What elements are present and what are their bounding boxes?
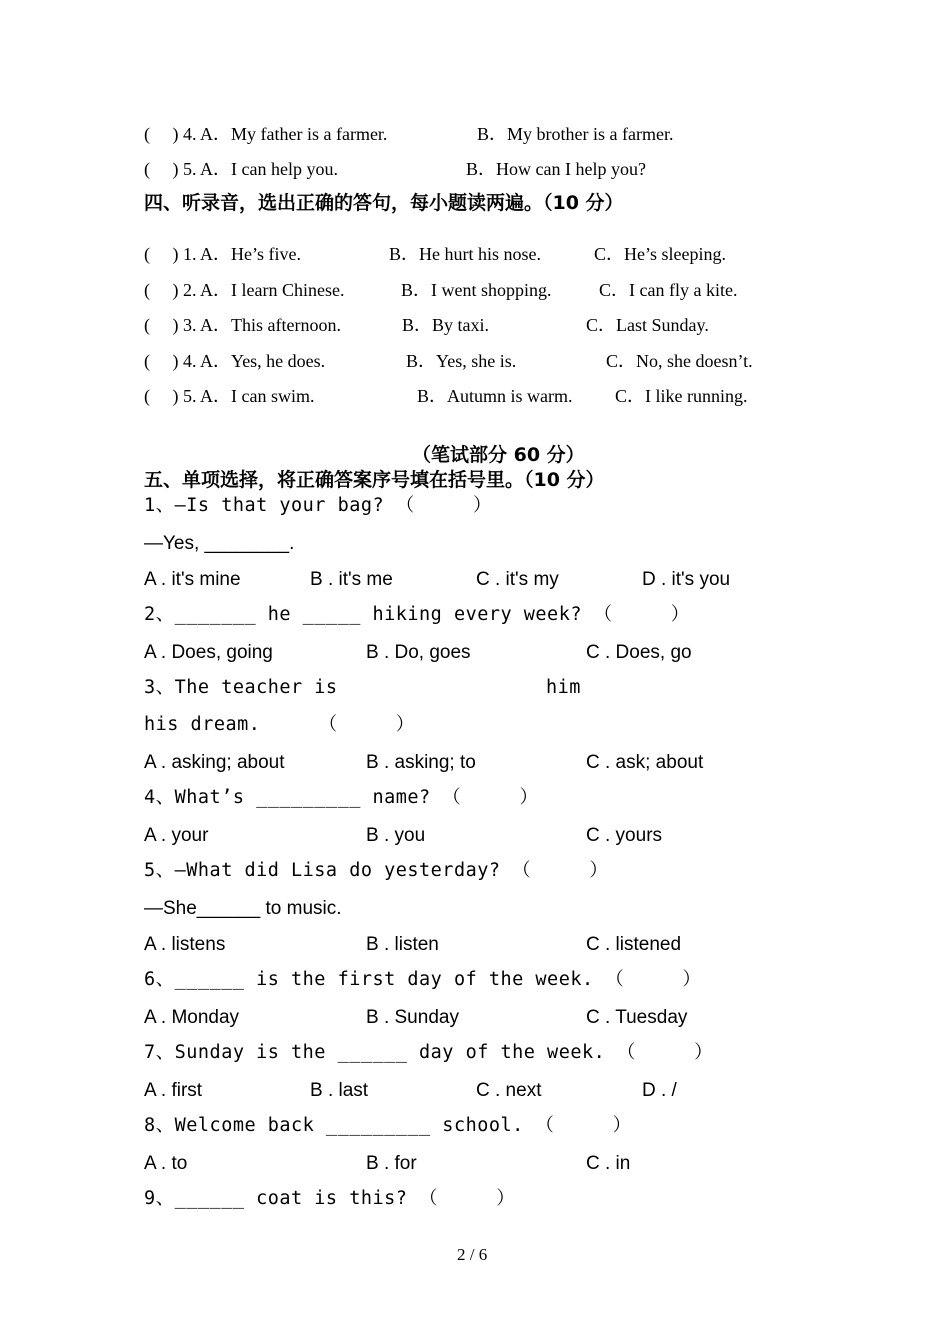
s3-q4-option-b: B．My brother is a farmer. bbox=[477, 124, 674, 144]
s5-q7-option-a: A . first bbox=[144, 1080, 203, 1101]
s4-q3-option-c: C．Last Sunday. bbox=[586, 315, 709, 335]
s5-q3-option-a: A . asking; about bbox=[144, 752, 285, 773]
page-number: 2 / 6 bbox=[457, 1245, 488, 1264]
s4-q4-option-b: B．Yes, she is. bbox=[406, 351, 517, 371]
s5-q7-stem: 7、Sunday is the ______ day of the week. （ ） bbox=[144, 1042, 714, 1063]
written-part-title: （笔试部分 60 分） bbox=[412, 444, 585, 466]
s5-q3-option-b: B . asking; to bbox=[366, 752, 476, 773]
s5-q7-option-d: D . / bbox=[642, 1080, 677, 1101]
s5-q1-reply: —Yes, ________. bbox=[144, 533, 295, 554]
s5-q5-option-a: A . listens bbox=[144, 934, 226, 955]
s5-q7-option-c: C . next bbox=[476, 1080, 542, 1101]
s5-q1-option-d: D . it's you bbox=[642, 569, 731, 590]
s4-q1-option-b: B．He hurt his nose. bbox=[389, 244, 541, 264]
s5-q1-option-b: B . it's me bbox=[310, 569, 393, 590]
s5-q4-option-a: A . your bbox=[144, 825, 209, 846]
s5-q1-option-a: A . it's mine bbox=[144, 569, 241, 590]
s5-q8-option-c: C . in bbox=[586, 1153, 631, 1174]
s5-q2-stem: 2、_______ he _____ hiking every week? （ ） bbox=[144, 604, 690, 625]
s5-q5-stem: 5、—What did Lisa do yesterday? （ ） bbox=[144, 860, 609, 881]
s5-q1-option-c: C . it's my bbox=[476, 569, 559, 590]
s4-q1-option-c: C．He’s sleeping. bbox=[594, 244, 726, 264]
s5-q2-option-b: B . Do, goes bbox=[366, 642, 471, 663]
s4-q2-option-b: B．I went shopping. bbox=[401, 280, 552, 300]
s4-q5-option-c: C．I like running. bbox=[615, 386, 748, 406]
s4-q4-option-c: C．No, she doesn’t. bbox=[606, 351, 753, 371]
section-5-heading: 五、单项选择，将正确答案序号填在括号里。（10 分） bbox=[144, 469, 605, 491]
s5-q9-stem: 9、______ coat is this? （ ） bbox=[144, 1188, 516, 1209]
s5-q3-stem-line2: his dream. （ ） bbox=[144, 714, 415, 735]
s5-q7-option-b: B . last bbox=[310, 1080, 369, 1101]
s4-q3-option-b: B．By taxi. bbox=[402, 315, 490, 335]
s4-q1-stem: ( ) 1. A．He’s five. bbox=[144, 244, 301, 264]
s5-q8-option-a: A . to bbox=[144, 1153, 188, 1174]
s5-q6-option-c: C . Tuesday bbox=[586, 1007, 688, 1028]
s5-q4-stem: 4、What’s _________ name? （ ） bbox=[144, 787, 539, 808]
section-4-heading: 四、听录音，选出正确的答句，每小题读两遍。（10 分） bbox=[144, 192, 624, 214]
s5-q3-option-c: C . ask; about bbox=[586, 752, 704, 773]
s5-q6-option-a: A . Monday bbox=[144, 1007, 240, 1028]
s5-q5-option-b: B . listen bbox=[366, 934, 439, 955]
s5-q5-reply: —She______ to music. bbox=[144, 898, 342, 919]
s3-q5-stem: ( ) 5. A．I can help you. bbox=[144, 159, 338, 179]
s5-q4-option-c: C . yours bbox=[586, 825, 663, 846]
s4-q2-option-c: C．I can fly a kite. bbox=[599, 280, 738, 300]
s4-q5-option-b: B．Autumn is warm. bbox=[417, 386, 573, 406]
s4-q5-stem: ( ) 5. A．I can swim. bbox=[144, 386, 315, 406]
s5-q1-stem: 1、—Is that your bag? （ ） bbox=[144, 495, 492, 516]
s3-q5-option-b: B．How can I help you? bbox=[466, 159, 646, 179]
s5-q4-option-b: B . you bbox=[366, 825, 426, 846]
s5-q5-option-c: C . listened bbox=[586, 934, 682, 955]
s5-q8-option-b: B . for bbox=[366, 1153, 417, 1174]
s5-q6-option-b: B . Sunday bbox=[366, 1007, 459, 1028]
s5-q3-stem: 3、The teacher is bbox=[144, 677, 338, 698]
s5-q6-stem: 6、______ is the first day of the week. （ ） bbox=[144, 969, 702, 990]
s4-q2-stem: ( ) 2. A．I learn Chinese. bbox=[144, 280, 345, 300]
s5-q2-option-a: A . Does, going bbox=[144, 642, 273, 663]
s4-q4-stem: ( ) 4. A．Yes, he does. bbox=[144, 351, 326, 371]
s5-q8-stem: 8、Welcome back _________ school. （ ） bbox=[144, 1115, 632, 1136]
s3-q4-stem: ( ) 4. A．My father is a farmer. bbox=[144, 124, 388, 144]
s5-q3-stem-end: him bbox=[546, 677, 581, 698]
s4-q3-stem: ( ) 3. A．This afternoon. bbox=[144, 315, 341, 335]
s5-q2-option-c: C . Does, go bbox=[586, 642, 692, 663]
